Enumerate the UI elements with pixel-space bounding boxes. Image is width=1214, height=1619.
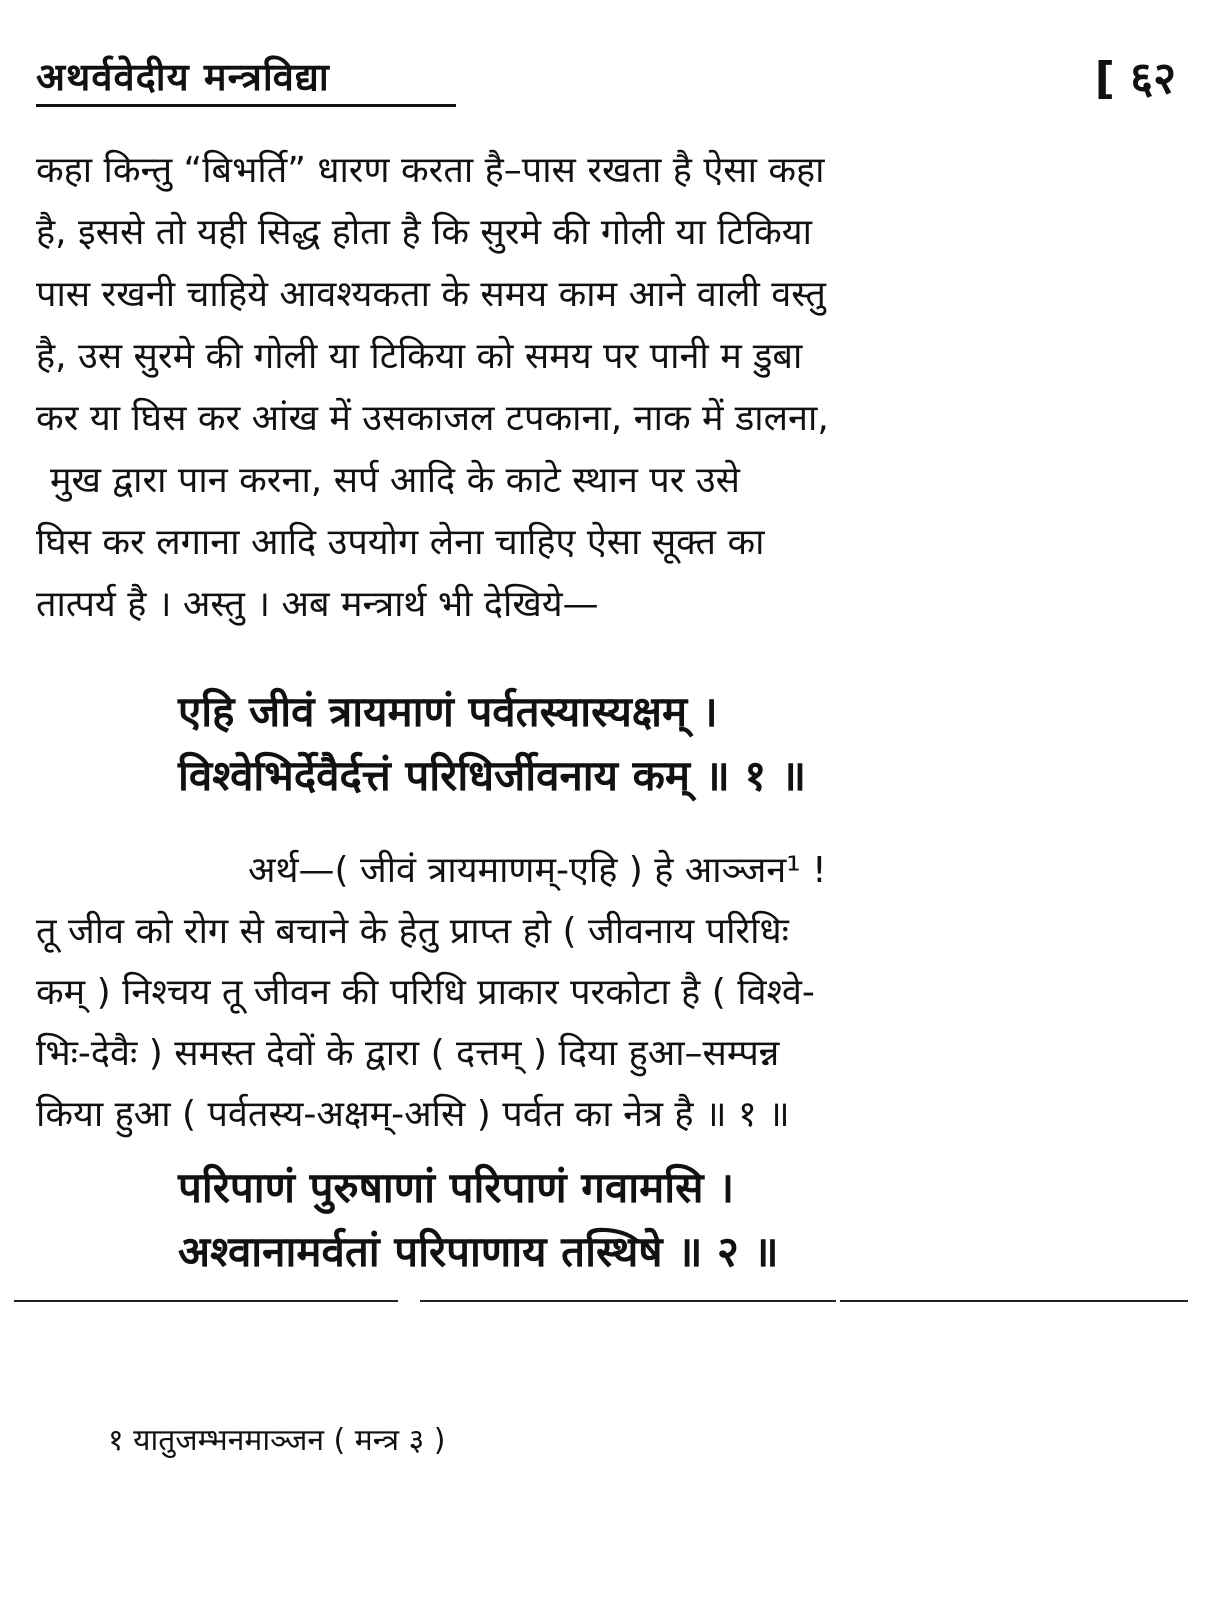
footnote-rule-left [14,1300,398,1302]
paragraph-line: कहा किन्तु “बिभर्ति” धारण करता है–पास रखता है ऐसा कहा [36,150,825,191]
verse-line: विश्वेभिर्देवैर्दत्तं परिधिर्जीवनाय कम् ॥ १ ॥ [178,751,807,800]
body-paragraph [36,140,1176,636]
paragraph-line: घिस कर लगाना आदि उपयोग लेना चाहिए ऐसा सूक्त का [36,522,765,563]
meaning-line: किया हुआ ( पर्वतस्य-अक्षम्-असि ) पर्वत का नेत्र है ॥ १ ॥ [36,1094,790,1135]
paragraph-line: मुख द्वारा पान करना, सर्प आदि के काटे स्थान पर उसे [50,460,740,501]
paragraph-line: तात्पर्य है । अस्तु । अब मन्त्रार्थ भी देखिये— [36,584,599,625]
meaning-line: भिः-देवैः ) समस्त देवों के द्वारा ( दत्तम् ) दिया हुआ–सम्पन्न [36,1033,780,1074]
verse-line: अश्वानामर्वतां परिपाणाय तस्थिषे ॥ २ ॥ [178,1227,779,1276]
footnote-rule-right [840,1300,1188,1302]
verse-line: एहि जीवं त्रायमाणं पर्वतस्यास्यक्षम् । [178,687,718,736]
verse-1 [178,680,1178,808]
running-title: अथर्ववेदीय मन्त्रविद्या [36,55,330,99]
paragraph-line: है, इससे तो यही सिद्ध होता है कि सुरमे की गोली या टिकिया [36,212,812,253]
meaning-line: अर्थ—( जीवं त्रायमाणम्-एहि ) हे आञ्जन¹ ! [248,850,827,891]
paragraph-line: कर या घिस कर आंख में उसकाजल टपकाना, नाक में डालना, [36,398,829,439]
verse-2 [178,1156,1178,1284]
footnote-rule-middle [420,1300,836,1302]
meaning-paragraph [36,840,1176,1145]
meaning-line: तू जीव को रोग से बचाने के हेतु प्राप्त हो ( जीवनाय परिधिः [36,911,789,952]
page-number: [ ६२ [1094,53,1176,104]
paragraph-line: पास रखनी चाहिये आवश्यकता के समय काम आने वाली वस्तु [36,274,826,315]
verse-line: परिपाणं पुरुषाणां परिपाणं गवामसि । [178,1163,735,1212]
title-underline [36,104,456,107]
page-header [36,42,1176,112]
meaning-line: कम् ) निश्चय तू जीवन की परिधि प्राकार परकोटा है ( विश्वे- [36,972,815,1013]
footnote: १ यातुजम्भनमाञ्जन ( मन्त्र ३ ) [108,1423,446,1458]
paragraph-line: है, उस सुरमे की गोली या टिकिया को समय पर पानी म डुबा [36,336,803,377]
